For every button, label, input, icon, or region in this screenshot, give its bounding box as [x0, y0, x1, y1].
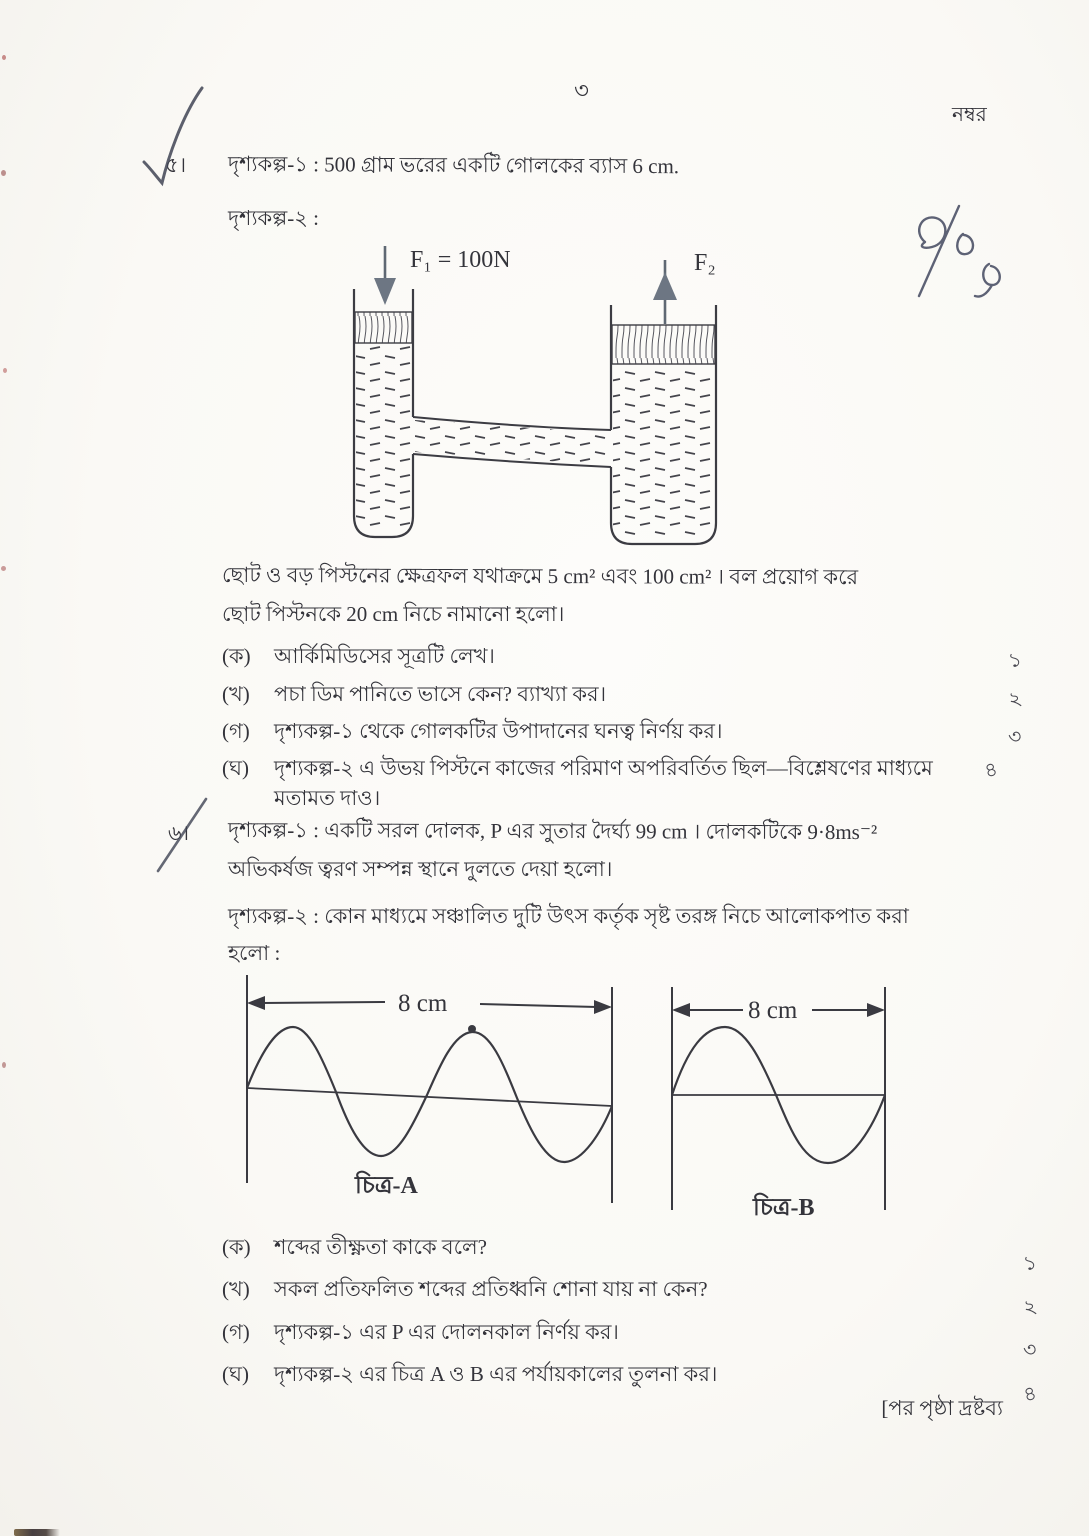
liquid-right-cylinder: [613, 366, 714, 538]
q6-ka-label: (ক): [222, 1235, 251, 1259]
q6-scenario2-line1: দৃশ্যকল্প-২ : কোন মাধ্যমে সঞ্চালিত দুটি উৎস কর্তৃক সৃষ্ট তরঙ্গ নিচে আলোকপাত করা: [228, 904, 909, 928]
q5-ga-label: (গ): [222, 719, 250, 743]
q5-ka-marks: ১: [1006, 648, 1025, 673]
q6-ga-label: (গ): [222, 1320, 250, 1344]
q5-ka-label: (ক): [222, 644, 251, 668]
scan-speck: [2, 55, 6, 60]
q5-subquestion-row: [222, 716, 1025, 755]
wave-a-crest-dot: [468, 1025, 476, 1033]
q5-gha-label: (ঘ): [222, 756, 249, 780]
q5-gha-marks: ৪: [982, 758, 1001, 783]
q5-subquestion-row: [222, 753, 1022, 814]
question5-number: ৫।: [165, 153, 187, 177]
q5-scenario1-text: দৃশ্যকল্প-১ : 500 গ্রাম ভরের একটি গোলকের ব্যাস 6 cm.: [227, 151, 680, 179]
wave-diagram-a: [235, 965, 630, 1215]
scan-smudge: [14, 1529, 60, 1536]
wave-a-caption: চিত্র-A: [355, 1173, 418, 1199]
wave-a-curve: [247, 1027, 612, 1162]
question6-number: ৬।: [168, 821, 190, 845]
q5-description-line1: ছোট ও বড় পিস্টনের ক্ষেত্রফল যথাক্রমে 5 cm² এবং 100 cm² । বল প্রয়োগ করে: [221, 562, 859, 590]
wave-b-length-label: 8 cm: [748, 997, 798, 1024]
q6-kha-label: (খ): [222, 1277, 250, 1301]
q6-scenario1-line1: দৃশ্যকল্প-১ : একটি সরল দোলক, P এর সুতার দৈর্ঘ্য 99 cm । দোলকটিকে 9·8ms⁻²: [227, 817, 878, 845]
liquid-connecting-tube: [415, 420, 609, 465]
q6-gha-text: দৃশ্যকল্প-২ এর চিত্র A ও B এর পর্যায়কালের তুলনা কর।: [274, 1362, 718, 1386]
q5-description-line2: ছোট পিস্টনকে 20 cm নিচে নামানো হলো।: [222, 602, 565, 626]
pen-slash-icon: [148, 793, 218, 883]
q6-kha-text: সকল প্রতিফলিত শব্দের প্রতিধ্বনি শোনা যায় না কেন?: [274, 1277, 708, 1301]
q6-gha-label: (ঘ): [222, 1362, 249, 1386]
liquid-left-cylinder: [356, 344, 411, 530]
wave-a-arrowhead-right-icon: [594, 1000, 612, 1014]
left-piston: [355, 312, 412, 343]
q5-scenario2-label: দৃশ্যকল্প-২ :: [228, 206, 319, 230]
q6-scenario2-line2: হলো :: [228, 941, 281, 965]
wave-b-caption: চিত্র-B: [753, 1195, 815, 1221]
q6-ga-text: দৃশ্যকল্প-১ এর P এর দোলনকাল নির্ণয় কর।: [274, 1320, 619, 1344]
q6-kha-marks: ২: [1021, 1295, 1040, 1320]
marks-column-header: নম্বর: [952, 104, 987, 126]
q6-ka-marks: ১: [1021, 1251, 1040, 1276]
scan-speck: [2, 1062, 6, 1068]
force2-arrow-icon: [653, 260, 677, 324]
scan-speck: [3, 368, 7, 373]
scan-speck: [1, 170, 6, 176]
q5-kha-marks: ২: [1006, 687, 1025, 712]
q6-gha-marks: ৪: [1021, 1382, 1040, 1407]
q6-ka-text: শব্দের তীক্ষ্ণতা কাকে বলে?: [274, 1235, 488, 1259]
q5-subquestion-row: [222, 679, 1025, 717]
wave-a-arrowhead-left-icon: [247, 996, 265, 1010]
q5-gha-text: দৃশ্যকল্প-২ এ উভয় পিস্টনে কাজের পরিমাণ অপরিবর্তিত ছিল—বিশ্লেষণের মাধ্যমে মতামত দাও।: [274, 756, 933, 811]
wave-diagram-b: [660, 975, 900, 1235]
wave-b-arrowhead-left-icon: [672, 1003, 690, 1017]
hydraulic-press-diagram: [278, 232, 838, 562]
q5-ga-marks: ৩: [1006, 725, 1025, 750]
scan-speck: [1, 566, 6, 571]
footer-next-page-note: [পর পৃষ্ঠা দ্রষ্টব্য: [881, 1396, 1003, 1420]
force1-label: F₁ = 100N: [410, 247, 511, 273]
handwritten-mark: [903, 202, 1018, 307]
wave-a-length-label: 8 cm: [398, 990, 448, 1017]
q5-kha-label: (খ): [222, 682, 250, 706]
q6-ga-marks: ৩: [1021, 1338, 1040, 1363]
q5-ka-text: আর্কিমিডিসের সূত্রটি লেখ।: [274, 644, 495, 668]
wave-b-arrowhead-right-icon: [867, 1003, 885, 1017]
checkmark-pen-icon: [138, 84, 223, 199]
q5-subquestion-row: [222, 641, 1025, 678]
force2-label: F₂: [694, 250, 716, 276]
q5-ga-text: দৃশ্যকল্প-১ থেকে গোলকটির উপাদানের ঘনত্ব নির্ণয় কর।: [274, 719, 723, 743]
page-number: ৩: [574, 78, 589, 103]
right-piston: [612, 325, 715, 364]
force1-arrow-icon: [374, 246, 396, 305]
q5-kha-text: পচা ডিম পানিতে ভাসে কেন? ব্যাখ্যা কর।: [274, 682, 607, 706]
q6-scenario1-line2: অভিকর্ষজ ত্বরণ সম্পন্ন স্থানে দুলতে দেয়া হলো।: [228, 857, 613, 881]
